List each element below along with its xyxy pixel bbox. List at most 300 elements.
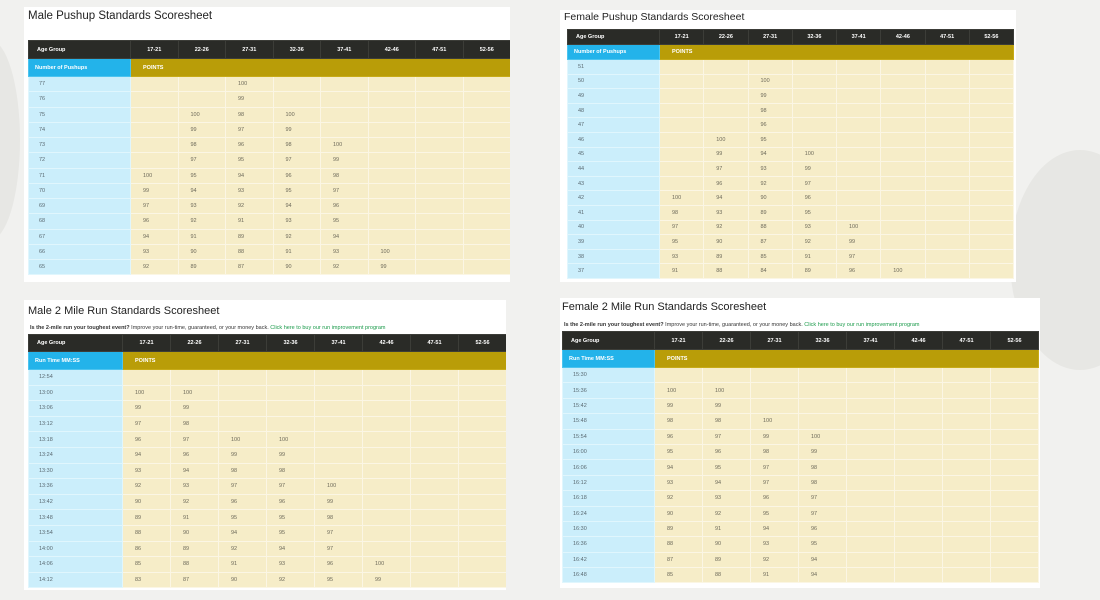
points-cell: 96 bbox=[655, 429, 703, 444]
row-key: 39 bbox=[568, 235, 660, 250]
points-cell: 97 bbox=[178, 153, 226, 168]
row-key: 16:36 bbox=[563, 537, 655, 552]
points-cell bbox=[459, 432, 507, 448]
points-cell bbox=[837, 89, 881, 104]
points-cell bbox=[459, 385, 507, 401]
points-cell: 93 bbox=[178, 199, 226, 214]
points-cell bbox=[991, 429, 1039, 444]
points-cell bbox=[837, 74, 881, 89]
age-column-header: 22-26 bbox=[171, 335, 219, 352]
points-cell: 99 bbox=[131, 183, 179, 198]
points-cell: 95 bbox=[321, 214, 369, 229]
points-cell bbox=[411, 370, 459, 386]
points-cell: 92 bbox=[123, 479, 171, 495]
points-cell: 99 bbox=[178, 122, 226, 137]
table-row bbox=[29, 494, 507, 510]
row-key: 69 bbox=[29, 199, 131, 214]
points-cell: 94 bbox=[131, 229, 179, 244]
row-key: 74 bbox=[29, 122, 131, 137]
scoresheet-table bbox=[28, 334, 506, 588]
points-cell bbox=[991, 552, 1039, 567]
points-cell: 89 bbox=[704, 249, 748, 264]
points-cell bbox=[315, 401, 363, 417]
points-cell: 92 bbox=[703, 506, 751, 521]
subheader-row bbox=[29, 352, 507, 370]
points-cell: 91 bbox=[219, 557, 267, 573]
points-label: POINTS bbox=[655, 350, 1039, 368]
table-row bbox=[29, 122, 511, 137]
points-cell: 97 bbox=[171, 432, 219, 448]
table-row bbox=[568, 220, 1014, 235]
points-cell bbox=[315, 385, 363, 401]
points-cell bbox=[660, 176, 704, 191]
points-cell bbox=[131, 77, 179, 92]
points-cell: 99 bbox=[315, 494, 363, 510]
points-cell: 94 bbox=[226, 168, 274, 183]
table-row bbox=[29, 77, 511, 92]
points-cell: 95 bbox=[267, 525, 315, 541]
points-cell bbox=[219, 370, 267, 386]
age-column-header: 52-56 bbox=[969, 30, 1013, 45]
points-cell bbox=[837, 176, 881, 191]
points-cell bbox=[881, 103, 925, 118]
age-column-header: 22-26 bbox=[704, 30, 748, 45]
points-cell: 93 bbox=[751, 537, 799, 552]
points-cell bbox=[660, 103, 704, 118]
points-cell: 96 bbox=[226, 138, 274, 153]
points-cell: 90 bbox=[748, 191, 792, 206]
points-cell: 100 bbox=[792, 147, 836, 162]
points-cell bbox=[131, 122, 179, 137]
points-cell bbox=[411, 557, 459, 573]
points-cell: 90 bbox=[655, 506, 703, 521]
table-row bbox=[563, 368, 1039, 383]
table-row bbox=[29, 214, 511, 229]
points-cell bbox=[895, 414, 943, 429]
table-row bbox=[29, 370, 507, 386]
points-cell bbox=[416, 183, 464, 198]
promo-body: Improve your run-time, guaranteed, or your money back. bbox=[663, 322, 805, 328]
age-column-header: 52-56 bbox=[991, 332, 1039, 350]
panel-title: Male Pushup Standards Scoresheet bbox=[28, 10, 213, 22]
points-cell bbox=[315, 463, 363, 479]
table-row bbox=[568, 264, 1014, 279]
table-row bbox=[568, 132, 1014, 147]
row-key: 50 bbox=[568, 74, 660, 89]
row-key: 16:18 bbox=[563, 491, 655, 506]
points-cell: 94 bbox=[751, 521, 799, 536]
promo-bold: Is the 2-mile run your toughest event? bbox=[30, 325, 130, 331]
points-cell bbox=[704, 103, 748, 118]
points-cell bbox=[411, 510, 459, 526]
points-cell bbox=[881, 89, 925, 104]
row-key: 41 bbox=[568, 205, 660, 220]
measure-label: Number of Pushups bbox=[29, 59, 131, 77]
background-shape bbox=[0, 40, 20, 240]
table-row bbox=[29, 260, 511, 275]
points-cell: 90 bbox=[273, 260, 321, 275]
age-column-header: 27-31 bbox=[751, 332, 799, 350]
points-cell bbox=[463, 183, 510, 198]
points-cell bbox=[943, 429, 991, 444]
table-row bbox=[563, 460, 1039, 475]
age-column-header: 42-46 bbox=[368, 41, 416, 59]
points-cell: 97 bbox=[219, 479, 267, 495]
points-cell bbox=[660, 60, 704, 75]
points-cell bbox=[363, 494, 411, 510]
points-cell bbox=[943, 521, 991, 536]
points-cell bbox=[837, 60, 881, 75]
table-row bbox=[29, 199, 511, 214]
points-cell bbox=[463, 153, 510, 168]
age-column-header: 27-31 bbox=[219, 335, 267, 352]
points-cell bbox=[363, 401, 411, 417]
row-key: 48 bbox=[568, 103, 660, 118]
table-row bbox=[29, 525, 507, 541]
points-cell bbox=[363, 447, 411, 463]
table-row bbox=[563, 475, 1039, 490]
points-cell bbox=[363, 525, 411, 541]
points-cell bbox=[363, 463, 411, 479]
points-cell: 94 bbox=[655, 460, 703, 475]
points-cell: 94 bbox=[799, 552, 847, 567]
points-cell bbox=[881, 147, 925, 162]
points-cell: 96 bbox=[171, 447, 219, 463]
points-cell bbox=[792, 103, 836, 118]
points-cell bbox=[416, 244, 464, 259]
points-cell: 95 bbox=[792, 205, 836, 220]
subheader-row bbox=[568, 45, 1014, 60]
promo-body: Improve your run-time, guaranteed, or your money back. bbox=[129, 325, 271, 331]
points-label: POINTS bbox=[123, 352, 507, 370]
table-row bbox=[563, 537, 1039, 552]
points-cell bbox=[943, 383, 991, 398]
age-column-header: 32-36 bbox=[267, 335, 315, 352]
points-cell bbox=[991, 368, 1039, 383]
points-cell bbox=[991, 521, 1039, 536]
points-cell: 97 bbox=[123, 416, 171, 432]
age-column-header: 52-56 bbox=[459, 335, 507, 352]
points-cell: 99 bbox=[799, 444, 847, 459]
points-cell: 99 bbox=[226, 92, 274, 107]
points-cell: 88 bbox=[226, 244, 274, 259]
row-key: 14:06 bbox=[29, 557, 123, 573]
points-cell bbox=[459, 494, 507, 510]
points-cell: 97 bbox=[660, 220, 704, 235]
points-cell bbox=[267, 385, 315, 401]
row-key: 13:06 bbox=[29, 401, 123, 417]
points-cell: 88 bbox=[704, 264, 748, 279]
points-cell: 94 bbox=[171, 463, 219, 479]
points-cell: 95 bbox=[655, 444, 703, 459]
points-cell bbox=[368, 153, 416, 168]
points-cell bbox=[411, 401, 459, 417]
points-cell bbox=[881, 249, 925, 264]
run-program-link[interactable]: Click here to buy our run improvement program bbox=[804, 322, 920, 328]
points-cell bbox=[837, 103, 881, 118]
table-row bbox=[563, 414, 1039, 429]
age-column-header: 22-26 bbox=[703, 332, 751, 350]
age-column-header: 17-21 bbox=[655, 332, 703, 350]
points-cell bbox=[416, 92, 464, 107]
table-row bbox=[563, 521, 1039, 536]
table-row bbox=[563, 429, 1039, 444]
age-column-header: 37-41 bbox=[315, 335, 363, 352]
table-row bbox=[568, 103, 1014, 118]
points-cell bbox=[660, 162, 704, 177]
points-cell: 93 bbox=[171, 479, 219, 495]
points-cell bbox=[459, 510, 507, 526]
run-program-link[interactable]: Click here to buy our run improvement program bbox=[270, 325, 386, 331]
points-cell bbox=[368, 107, 416, 122]
points-cell bbox=[273, 92, 321, 107]
age-column-header: 47-51 bbox=[416, 41, 464, 59]
points-cell bbox=[969, 89, 1013, 104]
points-cell: 100 bbox=[655, 383, 703, 398]
points-cell: 97 bbox=[226, 122, 274, 137]
table-row bbox=[568, 147, 1014, 162]
points-cell bbox=[847, 475, 895, 490]
points-cell bbox=[411, 447, 459, 463]
table-row bbox=[29, 385, 507, 401]
points-cell: 100 bbox=[368, 244, 416, 259]
points-cell: 89 bbox=[123, 510, 171, 526]
points-cell: 100 bbox=[837, 220, 881, 235]
points-cell: 85 bbox=[748, 249, 792, 264]
points-cell bbox=[925, 176, 969, 191]
header-row bbox=[568, 30, 1014, 45]
points-cell: 100 bbox=[881, 264, 925, 279]
age-group-header: Age Group bbox=[29, 41, 131, 59]
header-row bbox=[29, 335, 507, 352]
age-group-header: Age Group bbox=[29, 335, 123, 352]
points-cell: 94 bbox=[321, 229, 369, 244]
points-cell bbox=[416, 138, 464, 153]
row-key: 15:42 bbox=[563, 398, 655, 413]
points-cell: 100 bbox=[321, 138, 369, 153]
points-cell: 96 bbox=[131, 214, 179, 229]
points-cell bbox=[463, 77, 510, 92]
points-cell bbox=[837, 191, 881, 206]
points-cell: 92 bbox=[748, 176, 792, 191]
points-cell: 93 bbox=[321, 244, 369, 259]
points-cell: 97 bbox=[799, 491, 847, 506]
points-cell bbox=[943, 398, 991, 413]
row-key: 38 bbox=[568, 249, 660, 264]
points-cell: 95 bbox=[660, 235, 704, 250]
points-cell bbox=[463, 199, 510, 214]
row-key: 16:06 bbox=[563, 460, 655, 475]
points-cell: 90 bbox=[171, 525, 219, 541]
points-cell bbox=[459, 479, 507, 495]
points-cell: 98 bbox=[226, 107, 274, 122]
points-cell: 95 bbox=[178, 168, 226, 183]
points-cell bbox=[315, 416, 363, 432]
points-cell: 92 bbox=[273, 229, 321, 244]
table-row bbox=[29, 401, 507, 417]
points-cell: 98 bbox=[655, 414, 703, 429]
table-row bbox=[568, 191, 1014, 206]
points-cell bbox=[463, 229, 510, 244]
points-cell bbox=[368, 229, 416, 244]
points-cell: 93 bbox=[703, 491, 751, 506]
age-column-header: 42-46 bbox=[881, 30, 925, 45]
points-cell bbox=[368, 138, 416, 153]
points-cell bbox=[363, 432, 411, 448]
points-cell: 92 bbox=[171, 494, 219, 510]
points-cell bbox=[459, 541, 507, 557]
points-cell bbox=[881, 205, 925, 220]
row-key: 13:18 bbox=[29, 432, 123, 448]
points-cell: 96 bbox=[219, 494, 267, 510]
table-row bbox=[568, 89, 1014, 104]
points-cell bbox=[925, 132, 969, 147]
row-key: 13:54 bbox=[29, 525, 123, 541]
points-cell bbox=[131, 153, 179, 168]
table-row bbox=[29, 92, 511, 107]
points-cell: 99 bbox=[171, 401, 219, 417]
points-cell: 97 bbox=[703, 429, 751, 444]
points-cell bbox=[925, 191, 969, 206]
panel-title: Male 2 Mile Run Standards Scoresheet bbox=[28, 305, 220, 317]
points-cell bbox=[321, 92, 369, 107]
points-cell: 89 bbox=[748, 205, 792, 220]
points-cell: 97 bbox=[267, 479, 315, 495]
age-column-header: 42-46 bbox=[895, 332, 943, 350]
points-cell bbox=[273, 77, 321, 92]
table-row bbox=[568, 249, 1014, 264]
row-key: 16:30 bbox=[563, 521, 655, 536]
points-cell bbox=[704, 74, 748, 89]
points-cell bbox=[895, 398, 943, 413]
points-cell: 87 bbox=[748, 235, 792, 250]
points-cell: 90 bbox=[219, 572, 267, 588]
points-cell: 87 bbox=[226, 260, 274, 275]
points-cell: 100 bbox=[799, 429, 847, 444]
points-cell: 97 bbox=[704, 162, 748, 177]
points-cell: 98 bbox=[171, 416, 219, 432]
points-cell bbox=[267, 416, 315, 432]
age-column-header: 32-36 bbox=[792, 30, 836, 45]
points-cell: 95 bbox=[799, 537, 847, 552]
points-cell: 93 bbox=[704, 205, 748, 220]
points-cell bbox=[943, 368, 991, 383]
points-cell bbox=[925, 205, 969, 220]
points-cell: 98 bbox=[751, 444, 799, 459]
points-cell: 92 bbox=[655, 491, 703, 506]
points-cell: 99 bbox=[267, 447, 315, 463]
points-cell bbox=[171, 370, 219, 386]
points-cell bbox=[881, 191, 925, 206]
points-cell bbox=[363, 510, 411, 526]
points-cell: 99 bbox=[704, 147, 748, 162]
points-cell bbox=[363, 416, 411, 432]
promo-text bbox=[28, 325, 386, 331]
points-cell bbox=[895, 475, 943, 490]
points-cell bbox=[368, 199, 416, 214]
age-column-header: 52-56 bbox=[463, 41, 510, 59]
points-cell: 85 bbox=[655, 568, 703, 583]
points-cell bbox=[991, 537, 1039, 552]
points-cell bbox=[123, 370, 171, 386]
points-cell bbox=[847, 383, 895, 398]
points-cell: 89 bbox=[703, 552, 751, 567]
age-column-header: 17-21 bbox=[660, 30, 704, 45]
points-cell bbox=[991, 460, 1039, 475]
points-cell bbox=[881, 176, 925, 191]
points-cell bbox=[704, 118, 748, 133]
row-key: 16:42 bbox=[563, 552, 655, 567]
age-column-header: 22-26 bbox=[178, 41, 226, 59]
points-cell: 100 bbox=[178, 107, 226, 122]
points-cell: 97 bbox=[792, 176, 836, 191]
points-cell: 93 bbox=[655, 475, 703, 490]
points-cell bbox=[219, 401, 267, 417]
points-cell bbox=[895, 552, 943, 567]
points-cell bbox=[969, 132, 1013, 147]
age-column-header: 37-41 bbox=[837, 30, 881, 45]
table-row bbox=[568, 176, 1014, 191]
table-row bbox=[29, 557, 507, 573]
points-cell: 100 bbox=[748, 74, 792, 89]
points-cell bbox=[411, 494, 459, 510]
points-cell bbox=[847, 491, 895, 506]
points-cell: 100 bbox=[751, 414, 799, 429]
table-row bbox=[563, 398, 1039, 413]
points-cell bbox=[792, 74, 836, 89]
points-cell: 100 bbox=[660, 191, 704, 206]
points-cell: 95 bbox=[748, 132, 792, 147]
points-cell: 96 bbox=[315, 557, 363, 573]
table-row bbox=[568, 74, 1014, 89]
table-row bbox=[29, 138, 511, 153]
promo-bold: Is the 2-mile run your toughest event? bbox=[564, 322, 664, 328]
row-key: 14:00 bbox=[29, 541, 123, 557]
points-cell bbox=[925, 235, 969, 250]
points-cell bbox=[895, 506, 943, 521]
table-row bbox=[29, 153, 511, 168]
points-cell bbox=[416, 107, 464, 122]
points-cell: 95 bbox=[267, 510, 315, 526]
panel-title: Female Pushup Standards Scoresheet bbox=[564, 11, 745, 23]
points-cell bbox=[991, 398, 1039, 413]
points-cell bbox=[969, 176, 1013, 191]
table-row bbox=[568, 162, 1014, 177]
table-row bbox=[563, 568, 1039, 583]
points-cell bbox=[368, 214, 416, 229]
points-cell bbox=[969, 205, 1013, 220]
points-cell bbox=[925, 118, 969, 133]
points-cell bbox=[459, 416, 507, 432]
points-cell bbox=[895, 521, 943, 536]
points-cell bbox=[925, 74, 969, 89]
points-cell bbox=[943, 537, 991, 552]
points-cell bbox=[363, 541, 411, 557]
points-cell: 92 bbox=[131, 260, 179, 275]
points-cell bbox=[416, 260, 464, 275]
scoresheet-table bbox=[567, 29, 1014, 279]
points-cell bbox=[925, 264, 969, 279]
female-pushup-panel bbox=[560, 10, 1016, 282]
points-label: POINTS bbox=[131, 59, 511, 77]
points-cell: 92 bbox=[267, 572, 315, 588]
table-row bbox=[563, 552, 1039, 567]
points-cell: 97 bbox=[751, 460, 799, 475]
row-key: 47 bbox=[568, 118, 660, 133]
points-cell bbox=[969, 103, 1013, 118]
points-cell: 99 bbox=[123, 401, 171, 417]
points-cell bbox=[991, 383, 1039, 398]
